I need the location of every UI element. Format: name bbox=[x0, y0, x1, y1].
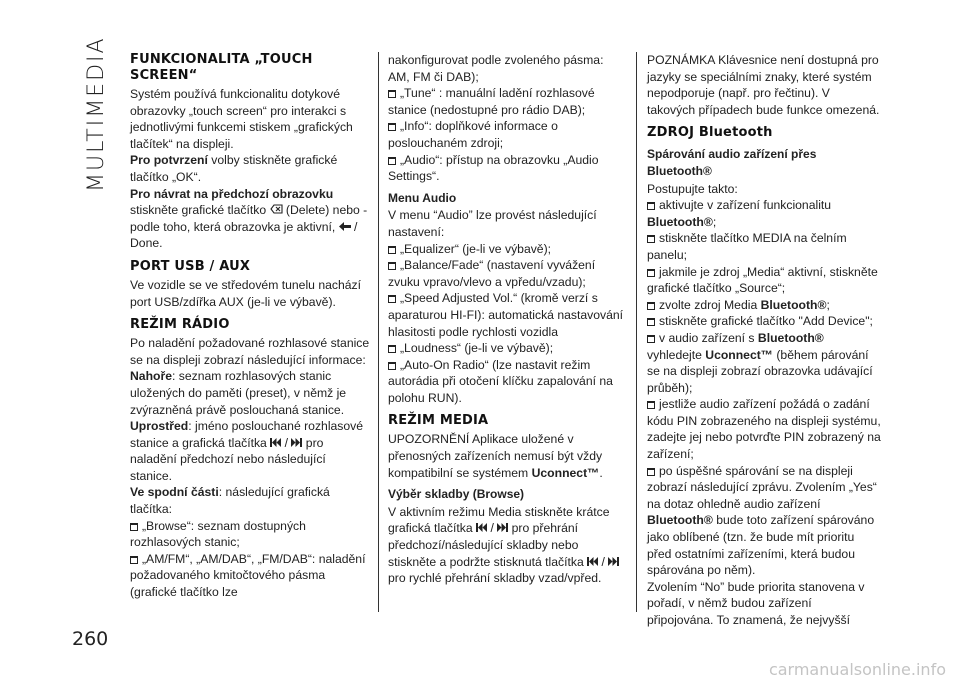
checkbox-bullet-icon bbox=[388, 157, 396, 165]
next-track-icon bbox=[291, 436, 302, 450]
column-3 bbox=[647, 52, 881, 629]
paragraph-media bbox=[388, 431, 626, 481]
paragraph-back bbox=[130, 202, 370, 252]
section-side-label: MULTIMEDIA bbox=[84, 36, 109, 192]
heading-radio-mode: REŽIM RÁDIO bbox=[130, 317, 230, 333]
text: (během párování se na displeji zobrazí obrazovka udávající průběh); bbox=[647, 347, 873, 395]
text: „Browse“: seznam dostupných rozhlasových stanic; bbox=[130, 518, 306, 550]
paragraph-note: POZNÁMKA Klávesnice není dostupná pro jazyky se speciálními znaky, které systém nepodporuje (např. pro řečtinu). V takových případech bude funkce omezená. bbox=[647, 53, 880, 117]
text: bude toto zařízení spárováno jako oblíbené (tzn. že bude mít prioritu před ostatními zařízeními, která budou spárována po něm). bbox=[647, 513, 875, 578]
list-item bbox=[130, 551, 370, 601]
bold-label: Uconnect™ bbox=[705, 347, 773, 362]
list-item bbox=[388, 241, 626, 258]
text: V aktivním režimu Media stiskněte krátce grafická tlačítka bbox=[388, 504, 610, 536]
checkbox-bullet-icon bbox=[647, 401, 655, 409]
subheading-browse: Výběr skladby (Browse) bbox=[388, 487, 525, 502]
column-divider bbox=[378, 52, 379, 612]
paragraph-touch: Systém používá funkcionalitu dotykové obrazovky „touch screen“ pro interakci s jednotlivými funkcemi stiskem „grafických tlačítek“ na displeji. bbox=[130, 87, 353, 151]
bold-label: Bluetooth® bbox=[647, 513, 713, 528]
text: aktivujte v zařízení funkcionalitu bbox=[659, 198, 832, 213]
text: ; bbox=[826, 297, 830, 312]
text: stiskněte tlačítko MEDIA na čelním panelu; bbox=[647, 231, 847, 262]
paragraph-audio: V menu “Audio” lze provést následující nastavení: bbox=[388, 208, 597, 239]
checkbox-bullet-icon bbox=[388, 345, 396, 353]
text: „Balance/Fade“ (nastavení vyvážení zvuku vpravo/vlevo a vpředu/vzadu); bbox=[388, 258, 596, 289]
list-item bbox=[647, 230, 881, 263]
heading-touch-screen: FUNKCIONALITA „TOUCH SCREEN“ bbox=[130, 52, 313, 83]
list-item bbox=[388, 290, 626, 340]
text: vyhledejte bbox=[647, 347, 706, 362]
text: . bbox=[599, 465, 603, 480]
text: jestliže audio zařízení požádá o zadání kódu PIN zobrazeného na displeji systému, zadejte jej nebo potvrďte PIN zobrazený na zařízení; bbox=[647, 397, 881, 462]
text: : následující grafická tlačítka: bbox=[130, 485, 330, 517]
bold-label: Bluetooth® bbox=[757, 330, 824, 345]
paragraph-radio: Po naladění požadované rozhlasové stanice se na displeji zobrazí následující informace: bbox=[130, 336, 370, 367]
paragraph-steps: Postupujte takto: bbox=[647, 181, 738, 196]
checkbox-bullet-icon bbox=[388, 123, 396, 131]
separator: / bbox=[281, 435, 292, 450]
checkbox-bullet-icon bbox=[647, 302, 655, 310]
previous-track-icon bbox=[270, 436, 281, 450]
text: po úspěšné spárování se na displeji zobrazí následující zprávu. Zvolením „Yes“ na dotaz ohledně audio zařízení bbox=[647, 463, 877, 511]
bold-label: Ve spodní části bbox=[130, 485, 219, 500]
checkbox-bullet-icon bbox=[388, 262, 396, 270]
list-item bbox=[647, 463, 881, 579]
delete-icon bbox=[270, 203, 283, 217]
checkbox-bullet-icon bbox=[647, 269, 655, 277]
list-item bbox=[388, 340, 626, 357]
previous-track-icon bbox=[587, 555, 598, 569]
paragraph-continued: nakonfigurovat podle zvoleného pásma: AM, FM či DAB); bbox=[388, 53, 604, 84]
subheading-menu-audio: Menu Audio bbox=[388, 190, 457, 205]
back-arrow-icon bbox=[339, 220, 351, 234]
text: „Speed Adjusted Vol.“ (kromě verzí s aparaturou HI-FI): automatická nastavování hlasitosti podle rychlosti vozidla bbox=[388, 291, 624, 339]
text: : seznam rozhlasových stanic uložených do paměti (preset), v němž je zvýrazněná právě poslouchaná stanice. bbox=[130, 369, 347, 417]
heading-usb-aux: PORT USB / AUX bbox=[130, 258, 251, 274]
text: „Tune“ : manuální ladění rozhlasové stanice (nedostupné pro rádio DAB); bbox=[388, 86, 595, 117]
page-number: 260 bbox=[72, 628, 109, 650]
paragraph-no: Zvolením “No” bude priorita stanovena v pořadí, v němž budou zařízení připojována. To znamená, že nejvyšší bbox=[647, 579, 865, 627]
paragraph-back-title: Pro návrat na předchozí obrazovku bbox=[130, 186, 334, 201]
text: pro naladění předchozí nebo následující stanice. bbox=[130, 435, 326, 483]
text: UPOZORNĚNÍ Aplikace uložené v přenosných zařízeních nemusí být vždy kompatibilní se systémem bbox=[388, 432, 603, 480]
subheading-pairing: Spárování audio zařízení přes Bluetooth® bbox=[647, 147, 817, 178]
paragraph-bottom bbox=[130, 484, 370, 517]
checkbox-bullet-icon bbox=[647, 468, 655, 476]
text: „Loudness“ (je-li ve výbavě); bbox=[400, 341, 554, 356]
list-item bbox=[647, 197, 881, 230]
checkbox-bullet-icon bbox=[388, 90, 396, 98]
bold-label: Uconnect™ bbox=[531, 465, 600, 480]
checkbox-bullet-icon bbox=[388, 295, 396, 303]
text: : jméno poslouchané rozhlasové stanice a grafická tlačítka bbox=[130, 419, 364, 450]
bold-label: Nahoře bbox=[130, 369, 172, 384]
paragraph-top bbox=[130, 368, 370, 418]
bold-label: Bluetooth® bbox=[760, 297, 827, 312]
checkbox-bullet-icon bbox=[388, 362, 396, 370]
heading-bluetooth-source: ZDROJ Bluetooth bbox=[647, 125, 773, 141]
checkbox-bullet-icon bbox=[388, 246, 396, 254]
text: stiskněte grafické tlačítko "Add Device"; bbox=[659, 314, 873, 329]
next-track-icon bbox=[497, 521, 508, 535]
list-item bbox=[647, 313, 881, 330]
previous-track-icon bbox=[476, 521, 487, 535]
text: „Info“: doplňkové informace o poslouchaném zdroji; bbox=[388, 119, 558, 150]
text: zvolte zdroj Media bbox=[659, 297, 761, 312]
bold-label: Uprostřed bbox=[130, 419, 189, 434]
checkbox-bullet-icon bbox=[647, 202, 655, 210]
bold-label: Bluetooth® bbox=[647, 214, 713, 229]
list-item bbox=[647, 330, 881, 396]
text: jakmile je zdroj „Media“ aktivní, stiskněte grafické tlačítko „Source“; bbox=[647, 264, 878, 296]
list-item bbox=[388, 357, 626, 407]
paragraph-middle bbox=[130, 418, 370, 484]
list-item bbox=[130, 518, 370, 551]
heading-media-mode: REŽIM MEDIA bbox=[388, 413, 489, 429]
next-track-icon bbox=[608, 555, 619, 569]
paragraph-usb: Ve vozidle se ve středovém tunelu nachází port USB/zdířka AUX (je-li ve výbavě). bbox=[130, 277, 362, 309]
separator: / bbox=[598, 554, 609, 569]
paragraph-select bbox=[388, 504, 626, 587]
checkbox-bullet-icon bbox=[130, 556, 138, 564]
text: (Delete) nebo - podle toho, která obrazovka je aktivní, bbox=[130, 203, 368, 234]
list-item bbox=[388, 118, 626, 151]
text: „Auto-On Radio“ (lze nastavit režim autorádia při otočení klíčku zapalování na polohu RUN). bbox=[388, 357, 613, 405]
list-item bbox=[647, 297, 881, 314]
text: pro přehrání předchozí/následující skladby nebo stiskněte a podržte stisknutá tlačítka bbox=[388, 521, 588, 569]
checkbox-bullet-icon bbox=[647, 235, 655, 243]
column-divider bbox=[636, 52, 637, 612]
bold-label: Pro potvrzení bbox=[130, 153, 208, 168]
text: pro rychlé přehrání skladby vzad/vpřed. bbox=[388, 571, 602, 586]
text: / Done. bbox=[130, 219, 358, 251]
list-item bbox=[388, 152, 626, 185]
checkbox-bullet-icon bbox=[647, 318, 655, 326]
paragraph-confirm bbox=[130, 152, 370, 185]
column-1 bbox=[130, 52, 370, 601]
watermark: carmanualsonline.info bbox=[768, 660, 946, 679]
checkbox-bullet-icon bbox=[647, 335, 655, 343]
text: ; bbox=[712, 214, 717, 229]
column-2 bbox=[388, 52, 626, 587]
text: v audio zařízení s bbox=[659, 330, 758, 345]
text: stiskněte grafické tlačítko bbox=[130, 203, 270, 218]
text: „Equalizer“ (je-li ve výbavě); bbox=[400, 241, 552, 256]
list-item bbox=[647, 264, 881, 297]
checkbox-bullet-icon bbox=[130, 523, 138, 531]
list-item bbox=[388, 85, 626, 118]
text: „Audio“: přístup na obrazovku „Audio Settings“. bbox=[388, 152, 599, 184]
list-item bbox=[388, 257, 626, 290]
text: volby stiskněte grafické tlačítko „OK“. bbox=[130, 153, 338, 184]
text: „AM/FM“, „AM/DAB“, „FM/DAB“: naladění požadovaného kmitočtového pásma (grafické tlačítko lze bbox=[130, 551, 366, 600]
separator: / bbox=[487, 521, 498, 536]
list-item bbox=[647, 396, 881, 462]
